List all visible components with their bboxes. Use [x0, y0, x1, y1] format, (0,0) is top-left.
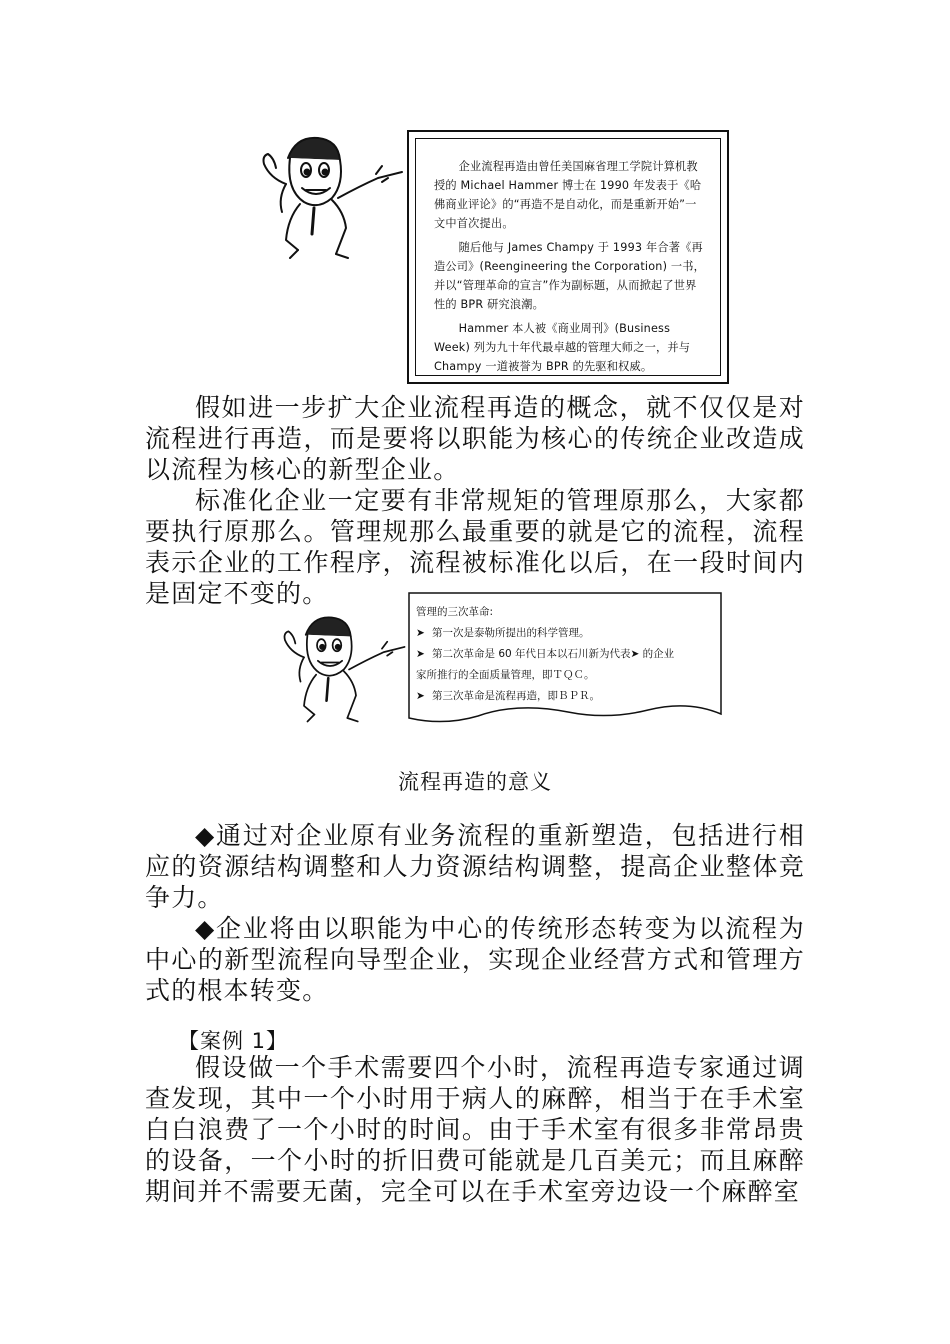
revolution-item-continuation: 家所推行的全面质量管理，即ＴＱＣ。	[416, 669, 595, 681]
revolution-item	[416, 623, 716, 644]
revolution-item-text: 第一次是泰勒所提出的科学管理。	[432, 627, 590, 639]
hammer-bpr-intro-callout	[407, 130, 729, 384]
significance-section	[145, 820, 805, 1006]
callout-paragraph: Hammer 本人被《商业周刊》(Business Week) 列为九十年代最卓越的管理大师之一，并与 Champy 一道被誉为 BPR 的先驱和权威。	[434, 322, 691, 373]
case-section	[145, 1052, 805, 1207]
case-label: 【案例 1】	[178, 1029, 289, 1053]
revolutions-list	[416, 602, 716, 707]
arrow-bullet-icon: ➤	[416, 690, 425, 702]
three-revolutions-callout	[408, 592, 722, 730]
revolution-item	[416, 686, 716, 707]
revolutions-title: 管理的三次革命:	[416, 606, 494, 618]
revolution-item-text: 第三次革命是流程再造，即ＢＰＲ。	[432, 690, 600, 702]
revolution-item-text: 第二次革命是 60 年代日本以石川新为代表➤ 的企业	[432, 648, 675, 660]
arrow-bullet-icon: ➤	[416, 627, 425, 639]
bpr-concept-section	[145, 392, 805, 609]
cartoon-presenter-illustration	[278, 606, 408, 726]
significance-paragraph: ◆企业将由以职能为中心的传统形态转变为以流程为中心的新型流程向导型企业，实现企业经营方式和管理方式的根本转变。	[145, 914, 805, 1005]
case-paragraph: 假设做一个手术需要四个小时，流程再造专家通过调查发现，其中一个小时用于病人的麻醉，相当于在手术室白白浪费了一个小时的时间。由于手术室有很多非常昂贵的设备，一个小时的折旧费可能就是几百美元；而且麻醉期间并不需要无菌，完全可以在手术室旁边设一个麻醉室	[145, 1053, 805, 1206]
callout-paragraph: 随后他与 James Champy 于 1993 年合著《再造公司》(Reengineering the Corporation) 一书，并以“管理革命的宣言”作为副标题，从而掀起了世界性的 BPR 研究浪潮。	[434, 241, 706, 311]
body-paragraph: 假如进一步扩大企业流程再造的概念，就不仅仅是对流程进行再造，而是要将以职能为核心的传统企业改造成以流程为核心的新型企业。	[145, 393, 805, 484]
body-paragraph: 标准化企业一定要有非常规矩的管理原那么，大家都要执行原那么。管理规那么最重要的就是它的流程，流程表示企业的工作程序，流程被标准化以后，在一段时间内是固定不变的。	[145, 486, 805, 608]
callout-inner-frame	[415, 138, 721, 376]
cartoon-presenter-illustration	[256, 128, 406, 260]
callout-paragraph: 企业流程再造由曾任美国麻省理工学院计算机教授的 Michael Hammer 博士在 1990 年发表于《哈佛商业评论》的“再造不是自动化，而是重新开始”一文中首次提出。	[434, 160, 702, 230]
revolution-item	[416, 644, 716, 665]
significance-paragraph: ◆通过对企业原有业务流程的重新塑造，包括进行相应的资源结构调整和人力资源结构调整，提高企业整体竞争力。	[145, 821, 805, 912]
section-heading: 流程再造的意义	[398, 770, 552, 794]
arrow-bullet-icon: ➤	[416, 648, 425, 660]
